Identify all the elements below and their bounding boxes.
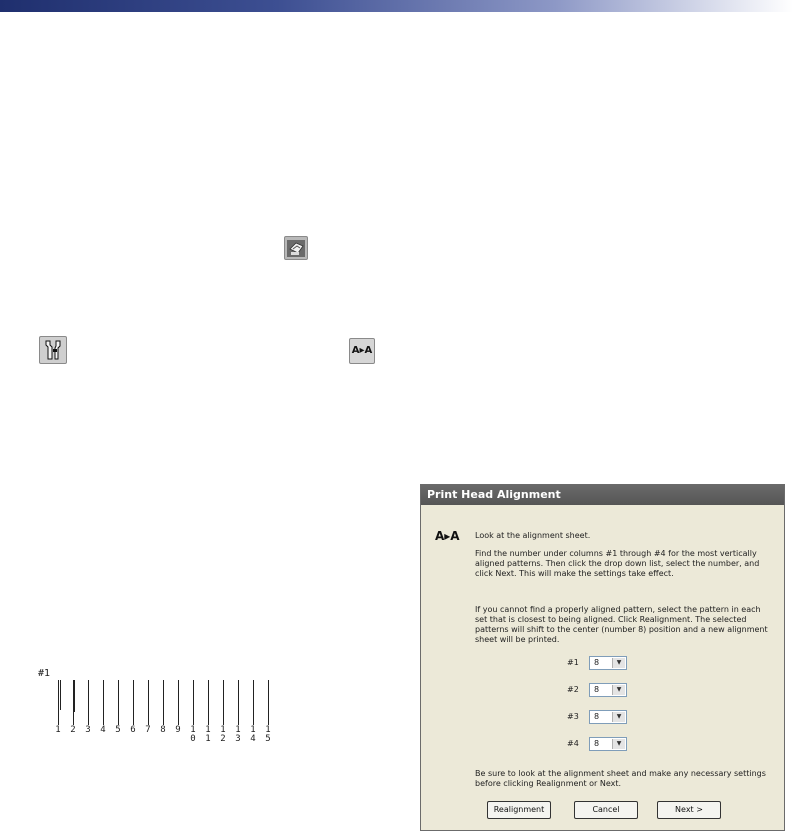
pattern-label: #1 <box>38 668 51 679</box>
pattern-number: 3 <box>85 725 91 735</box>
instruction-1: Look at the alignment sheet. <box>475 531 591 540</box>
dropdown-arrow-icon[interactable]: ▼ <box>612 739 625 749</box>
dialog-title: Print Head Alignment <box>421 485 784 505</box>
pattern-number: 7 <box>145 725 151 735</box>
pattern-line <box>208 680 209 725</box>
pattern-line <box>193 680 194 725</box>
pattern-number: 5 <box>115 725 121 735</box>
pattern-line <box>88 680 89 725</box>
selector-label: #3 <box>567 712 579 721</box>
pattern-line <box>148 680 149 725</box>
pattern-line <box>103 680 104 725</box>
pattern-line <box>178 680 179 725</box>
pattern-select-1[interactable] <box>589 656 627 670</box>
pattern-number: 8 <box>160 725 166 735</box>
pattern-line <box>223 680 224 725</box>
pattern-number: 1 3 <box>235 725 241 744</box>
pattern-line <box>253 680 254 725</box>
alignment-pattern <box>38 668 298 748</box>
select-value: 8 <box>594 658 600 667</box>
next-button[interactable]: Next > <box>657 801 721 819</box>
tools-icon[interactable] <box>39 336 67 364</box>
dropdown-arrow-icon[interactable]: ▼ <box>612 658 625 668</box>
print-head-alignment-dialog <box>420 484 785 831</box>
pattern-line <box>238 680 239 725</box>
pattern-number: 4 <box>100 725 106 735</box>
pattern-number: 1 <box>55 725 61 735</box>
selector-label: #4 <box>567 739 579 748</box>
pattern-number: 9 <box>175 725 181 735</box>
instruction-4: Be sure to look at the alignment sheet and make any necessary settings before clicking Realignment or Next. <box>475 769 766 788</box>
pattern-select-3[interactable] <box>589 710 627 724</box>
instruction-2: Find the number under columns #1 through #4 for the most vertically aligned patterns. Then click the drop down list, select the number, and click Next. This will make the settings take effect. <box>475 549 760 578</box>
print-head-alignment-icon[interactable]: A▸A <box>349 338 375 364</box>
select-value: 8 <box>594 712 600 721</box>
pattern-number: 1 5 <box>265 725 271 744</box>
selector-label: #2 <box>567 685 579 694</box>
pattern-number: 1 1 <box>205 725 211 744</box>
selector-label: #1 <box>567 658 579 667</box>
pattern-line <box>163 680 164 725</box>
pattern-line <box>133 680 134 725</box>
alignment-logo-icon: A▸A <box>435 529 460 543</box>
pattern-line-offset <box>60 680 61 710</box>
pattern-select-4[interactable] <box>589 737 627 751</box>
pattern-line <box>268 680 269 725</box>
pattern-line-offset <box>74 680 75 712</box>
realignment-button[interactable]: Realignment <box>487 801 551 819</box>
pattern-number: 1 0 <box>190 725 196 744</box>
select-value: 8 <box>594 739 600 748</box>
cancel-button[interactable]: Cancel <box>574 801 638 819</box>
pattern-line <box>58 680 59 725</box>
select-value: 8 <box>594 685 600 694</box>
header-band <box>0 0 793 12</box>
printer-icon[interactable] <box>284 236 308 260</box>
printer-glyph-icon <box>285 237 307 259</box>
pattern-number: 1 2 <box>220 725 226 744</box>
pattern-line <box>118 680 119 725</box>
dropdown-arrow-icon[interactable]: ▼ <box>612 712 625 722</box>
instruction-3: If you cannot find a properly aligned pattern, select the pattern in each set that is closest to being aligned. Click Realignment. The selected patterns will shift to the center (number 8) position and a new alignment sheet will be printed. <box>475 605 768 644</box>
wrench-screwdriver-icon <box>40 337 66 363</box>
pattern-select-2[interactable] <box>589 683 627 697</box>
pattern-number: 1 4 <box>250 725 256 744</box>
pattern-number: 2 <box>70 725 76 735</box>
dropdown-arrow-icon[interactable]: ▼ <box>612 685 625 695</box>
pattern-number: 6 <box>130 725 136 735</box>
